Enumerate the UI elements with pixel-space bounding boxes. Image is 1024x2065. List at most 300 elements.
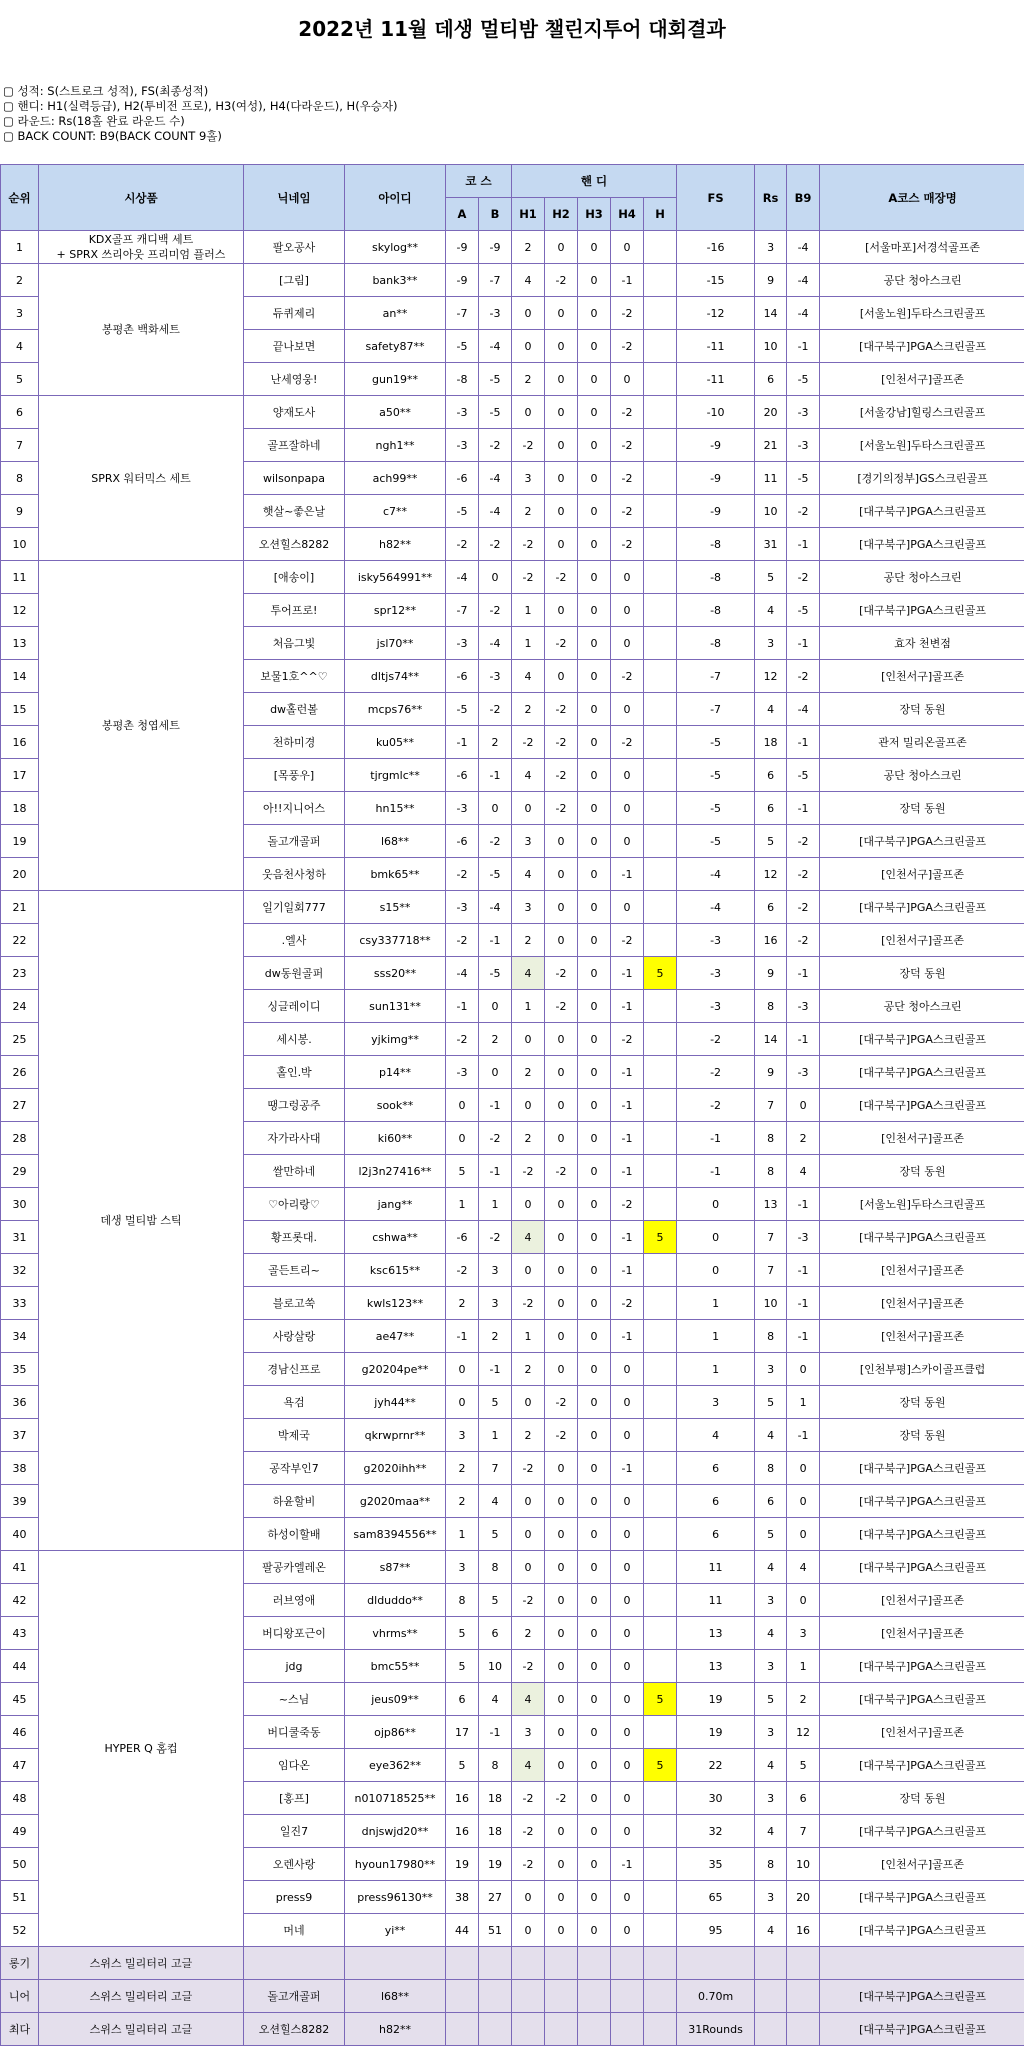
table-row (1, 231, 1024, 264)
rank-cell: 39 (1, 1485, 39, 1518)
user-id-cell: a50** (345, 396, 446, 429)
fs-cell: -8 (677, 561, 755, 594)
page-title: 2022년 11월 데생 멀티밤 챌린지투어 대회결과 (298, 17, 726, 41)
h1-cell: 2 (512, 231, 545, 264)
h2-cell: 0 (545, 1551, 578, 1584)
store-cell: [서울강남]힐링스크린골프 (820, 396, 1024, 429)
course-a-cell: -2 (446, 858, 479, 891)
rank-cell: 22 (1, 924, 39, 957)
h3-cell: 0 (578, 990, 611, 1023)
prize-cell (39, 396, 244, 561)
course-b-cell: 19 (479, 1848, 512, 1881)
h3-cell: 0 (578, 627, 611, 660)
rs-cell: 7 (755, 1254, 787, 1287)
store-cell: [대구북구]PGA스크린골프 (820, 1881, 1024, 1914)
h-cell (644, 1254, 677, 1287)
award-empty-cell (644, 1947, 677, 1980)
course-b-cell: -1 (479, 759, 512, 792)
course-b-cell: 51 (479, 1914, 512, 1947)
store-cell: [인천부평]스카이골프클럽 (820, 1353, 1024, 1386)
b9-cell: -2 (787, 825, 820, 858)
user-id-cell: spr12** (345, 594, 446, 627)
rs-cell: 3 (755, 1782, 787, 1815)
h4-cell: -2 (611, 429, 644, 462)
fs-cell: -2 (677, 1089, 755, 1122)
rs-cell: 3 (755, 1881, 787, 1914)
h1-cell: 2 (512, 1617, 545, 1650)
rs-cell: 7 (755, 1089, 787, 1122)
h-cell: 5 (644, 1221, 677, 1254)
b9-cell: -3 (787, 1056, 820, 1089)
rank-cell: 18 (1, 792, 39, 825)
rs-cell: 6 (755, 363, 787, 396)
h2-cell: 0 (545, 594, 578, 627)
h4-cell: -2 (611, 495, 644, 528)
award-empty-cell (512, 2013, 545, 2046)
h2-cell: 0 (545, 462, 578, 495)
h1-cell: 0 (512, 792, 545, 825)
course-a-cell: 3 (446, 1419, 479, 1452)
h4-cell: 0 (611, 363, 644, 396)
fs-cell: 13 (677, 1617, 755, 1650)
prize-cell (39, 561, 244, 891)
h-cell (644, 1056, 677, 1089)
h-cell (644, 1023, 677, 1056)
h-cell (644, 1188, 677, 1221)
h1-cell: 4 (512, 1749, 545, 1782)
course-a-cell: -9 (446, 264, 479, 297)
rank-cell: 41 (1, 1551, 39, 1584)
nickname-cell: 난세영웅! (244, 363, 345, 396)
store-cell: 장덕 동원 (820, 693, 1024, 726)
h2-cell: 0 (545, 1815, 578, 1848)
course-a-cell: -3 (446, 396, 479, 429)
store-cell: [대구북구]PGA스크린골프 (820, 1815, 1024, 1848)
course-b-cell: 0 (479, 792, 512, 825)
h-cell (644, 1518, 677, 1551)
h1-cell: -2 (512, 1815, 545, 1848)
user-id-cell: s87** (345, 1551, 446, 1584)
fs-cell: -5 (677, 825, 755, 858)
b9-cell: -1 (787, 627, 820, 660)
h4-cell: 0 (611, 561, 644, 594)
user-id-cell: yi** (345, 1914, 446, 1947)
h-cell (644, 1881, 677, 1914)
nickname-cell: .엘사 (244, 924, 345, 957)
rank-cell: 16 (1, 726, 39, 759)
award-empty-cell (446, 1947, 479, 1980)
rank-cell: 8 (1, 462, 39, 495)
h4-cell: 0 (611, 1419, 644, 1452)
nickname-cell: 임다온 (244, 1749, 345, 1782)
h4-cell: -1 (611, 1122, 644, 1155)
rank-cell: 6 (1, 396, 39, 429)
nickname-cell: [애송이] (244, 561, 345, 594)
legend-score: ▢ 성적: S(스트로크 성적), FS(최종성적) (3, 84, 209, 98)
store-cell: [대구북구]PGA스크린골프 (820, 1221, 1024, 1254)
h3-cell: 0 (578, 1749, 611, 1782)
rank-cell: 30 (1, 1188, 39, 1221)
course-a-cell: 6 (446, 1683, 479, 1716)
h-cell: 5 (644, 957, 677, 990)
h3-cell: 0 (578, 1155, 611, 1188)
nickname-cell: 버디쿨죽동 (244, 1716, 345, 1749)
h3-cell: 0 (578, 1650, 611, 1683)
user-id-cell: jang** (345, 1188, 446, 1221)
course-b-cell: 0 (479, 561, 512, 594)
course-b-cell: -5 (479, 363, 512, 396)
h-cell (644, 297, 677, 330)
b9-cell: -2 (787, 660, 820, 693)
h2-cell: -2 (545, 1155, 578, 1188)
h3-cell: 0 (578, 1914, 611, 1947)
nickname-cell: 팔오공사 (244, 231, 345, 264)
course-a-cell: -2 (446, 924, 479, 957)
h2-cell: 0 (545, 330, 578, 363)
b9-cell: 16 (787, 1914, 820, 1947)
h-cell (644, 1089, 677, 1122)
course-b-cell: -3 (479, 297, 512, 330)
rank-cell: 25 (1, 1023, 39, 1056)
user-id-cell: s15** (345, 891, 446, 924)
h-cell (644, 924, 677, 957)
b9-cell: 1 (787, 1650, 820, 1683)
h1-cell: 0 (512, 1188, 545, 1221)
award-empty-cell (578, 1980, 611, 2013)
h-cell (644, 561, 677, 594)
b9-cell: 20 (787, 1881, 820, 1914)
rs-cell: 5 (755, 1518, 787, 1551)
nickname-cell: 팔공카엘레온 (244, 1551, 345, 1584)
course-b-cell: 4 (479, 1485, 512, 1518)
nickname-cell: 하윤할비 (244, 1485, 345, 1518)
h3-cell: 0 (578, 759, 611, 792)
h1-cell: 4 (512, 759, 545, 792)
h3-cell: 0 (578, 1617, 611, 1650)
h2-cell: 0 (545, 1914, 578, 1947)
award-value-cell: 31Rounds (677, 2013, 755, 2046)
h4-cell: -1 (611, 1848, 644, 1881)
b9-cell: -5 (787, 363, 820, 396)
rs-cell: 8 (755, 1452, 787, 1485)
h-cell (644, 627, 677, 660)
b9-cell: -1 (787, 1419, 820, 1452)
prize-line: KDX골프 캐디백 세트 (88, 233, 194, 246)
course-b-cell: -1 (479, 1155, 512, 1188)
fs-cell: -4 (677, 891, 755, 924)
header-h2: H2 (545, 198, 578, 231)
h3-cell: 0 (578, 561, 611, 594)
h1-cell: -2 (512, 429, 545, 462)
nickname-cell: 세시봉. (244, 1023, 345, 1056)
user-id-cell: l2j3n27416** (345, 1155, 446, 1188)
fs-cell: 0 (677, 1254, 755, 1287)
h3-cell: 0 (578, 1353, 611, 1386)
h1-cell: 4 (512, 957, 545, 990)
h2-cell: 0 (545, 1452, 578, 1485)
fs-cell: 0 (677, 1188, 755, 1221)
fs-cell: -9 (677, 462, 755, 495)
h-cell (644, 1584, 677, 1617)
h1-cell: 1 (512, 990, 545, 1023)
b9-cell: -2 (787, 858, 820, 891)
course-b-cell: 7 (479, 1452, 512, 1485)
user-id-cell: ksc615** (345, 1254, 446, 1287)
store-cell: [인천서구]골프존 (820, 1320, 1024, 1353)
user-id-cell: press96130** (345, 1881, 446, 1914)
user-id-cell: g20204pe** (345, 1353, 446, 1386)
h-cell (644, 891, 677, 924)
h1-cell: 3 (512, 891, 545, 924)
h1-cell: -2 (512, 561, 545, 594)
store-cell: 장덕 동원 (820, 1782, 1024, 1815)
rank-cell: 26 (1, 1056, 39, 1089)
course-b-cell: -2 (479, 825, 512, 858)
store-cell: [경기의정부]GS스크린골프 (820, 462, 1024, 495)
user-id-cell: ae47** (345, 1320, 446, 1353)
h3-cell: 0 (578, 330, 611, 363)
user-id-cell: bmc55** (345, 1650, 446, 1683)
user-id-cell: dnjswjd20** (345, 1815, 446, 1848)
rs-cell: 6 (755, 759, 787, 792)
h4-cell: 0 (611, 627, 644, 660)
h2-cell: 0 (545, 1584, 578, 1617)
rank-cell: 51 (1, 1881, 39, 1914)
user-id-cell: an** (345, 297, 446, 330)
course-a-cell: -2 (446, 528, 479, 561)
course-a-cell: -1 (446, 1320, 479, 1353)
h-cell (644, 429, 677, 462)
h3-cell: 0 (578, 1584, 611, 1617)
nickname-cell: [목풍우] (244, 759, 345, 792)
h3-cell: 0 (578, 1188, 611, 1221)
h2-cell: 0 (545, 924, 578, 957)
h2-cell: 0 (545, 1254, 578, 1287)
rank-cell: 38 (1, 1452, 39, 1485)
table-header (1, 165, 1024, 231)
h2-cell: 0 (545, 297, 578, 330)
course-b-cell: -2 (479, 594, 512, 627)
course-b-cell: -7 (479, 264, 512, 297)
h4-cell: 0 (611, 693, 644, 726)
h4-cell: -2 (611, 1188, 644, 1221)
store-cell: 장덕 동원 (820, 1386, 1024, 1419)
rs-cell: 4 (755, 1617, 787, 1650)
nickname-cell: 경남신프로 (244, 1353, 345, 1386)
nickname-cell: ♡아리랑♡ (244, 1188, 345, 1221)
user-id-cell: eye362** (345, 1749, 446, 1782)
h2-cell: -2 (545, 627, 578, 660)
user-id-cell: ku05** (345, 726, 446, 759)
h-cell (644, 726, 677, 759)
h1-cell: 4 (512, 660, 545, 693)
nickname-cell: 처음그빛 (244, 627, 345, 660)
h3-cell: 0 (578, 825, 611, 858)
user-id-cell: g2020ihh** (345, 1452, 446, 1485)
store-cell: [서울마포]서경석골프존 (820, 231, 1024, 264)
nickname-cell: 천하미경 (244, 726, 345, 759)
nickname-cell: 싱글레이디 (244, 990, 345, 1023)
rank-cell: 29 (1, 1155, 39, 1188)
h-cell (644, 1320, 677, 1353)
store-cell: [대구북구]PGA스크린골프 (820, 1089, 1024, 1122)
course-a-cell: -7 (446, 594, 479, 627)
b9-cell: -1 (787, 792, 820, 825)
rs-cell: 7 (755, 1221, 787, 1254)
rs-cell: 8 (755, 1122, 787, 1155)
award-nickname-cell (244, 1947, 345, 1980)
award-value-cell (677, 1947, 755, 1980)
rank-cell: 10 (1, 528, 39, 561)
h1-cell: 2 (512, 363, 545, 396)
prize-cell (39, 231, 244, 264)
store-cell: 장덕 동원 (820, 1155, 1024, 1188)
award-empty-cell (644, 1980, 677, 2013)
rs-cell: 31 (755, 528, 787, 561)
store-cell: [서울노원]두타스크린골프 (820, 429, 1024, 462)
rank-cell: 49 (1, 1815, 39, 1848)
user-id-cell: p14** (345, 1056, 446, 1089)
course-a-cell: -3 (446, 429, 479, 462)
course-a-cell: -6 (446, 1221, 479, 1254)
award-empty-cell (755, 2013, 787, 2046)
h4-cell: -2 (611, 462, 644, 495)
nickname-cell: 웃음천사청하 (244, 858, 345, 891)
nickname-cell: 끝나보면 (244, 330, 345, 363)
award-user-id-cell (345, 1947, 446, 1980)
b9-cell: -5 (787, 462, 820, 495)
b9-cell: -2 (787, 924, 820, 957)
store-cell: [대구북구]PGA스크린골프 (820, 1023, 1024, 1056)
nickname-cell: 하성이할배 (244, 1518, 345, 1551)
h1-cell: 3 (512, 1716, 545, 1749)
h1-cell: 4 (512, 264, 545, 297)
h3-cell: 0 (578, 1089, 611, 1122)
fs-cell: -8 (677, 627, 755, 660)
user-id-cell: vhrms** (345, 1617, 446, 1650)
award-label-cell: 최다 (1, 2013, 39, 2046)
prize-cell (39, 1551, 244, 1947)
prize-line: 봉평촌 청엽세트 (102, 719, 180, 732)
h3-cell: 0 (578, 891, 611, 924)
award-nickname-cell: 돌고개골퍼 (244, 1980, 345, 2013)
course-a-cell: -2 (446, 1254, 479, 1287)
h4-cell: 0 (611, 1386, 644, 1419)
h2-cell: 0 (545, 1617, 578, 1650)
rs-cell: 4 (755, 1815, 787, 1848)
h3-cell: 0 (578, 1683, 611, 1716)
store-cell: 관저 밀리온골프존 (820, 726, 1024, 759)
prize-line: SPRX 워터믹스 세트 (91, 471, 191, 485)
user-id-cell: ki60** (345, 1122, 446, 1155)
h4-cell: -2 (611, 660, 644, 693)
h1-cell: -2 (512, 528, 545, 561)
h1-cell: 1 (512, 594, 545, 627)
course-a-cell: -6 (446, 462, 479, 495)
h3-cell: 0 (578, 429, 611, 462)
course-a-cell: -8 (446, 363, 479, 396)
h1-cell: 2 (512, 1419, 545, 1452)
h2-cell: 0 (545, 1089, 578, 1122)
rs-cell: 3 (755, 1353, 787, 1386)
rs-cell: 6 (755, 792, 787, 825)
course-b-cell: -5 (479, 396, 512, 429)
user-id-cell: cshwa** (345, 1221, 446, 1254)
rank-cell: 4 (1, 330, 39, 363)
h4-cell: 0 (611, 792, 644, 825)
course-a-cell: -6 (446, 825, 479, 858)
award-empty-cell (787, 1947, 820, 1980)
legend (3, 84, 398, 144)
course-b-cell: 2 (479, 1320, 512, 1353)
rank-cell: 43 (1, 1617, 39, 1650)
h-cell (644, 1716, 677, 1749)
fs-cell: 1 (677, 1353, 755, 1386)
nickname-cell: dw동원골퍼 (244, 957, 345, 990)
h-cell (644, 693, 677, 726)
course-a-cell: -1 (446, 726, 479, 759)
h-cell (644, 792, 677, 825)
fs-cell: -1 (677, 1155, 755, 1188)
h1-cell: 0 (512, 297, 545, 330)
award-empty-cell (545, 2013, 578, 2046)
rank-cell: 34 (1, 1320, 39, 1353)
rs-cell: 6 (755, 891, 787, 924)
rank-cell: 28 (1, 1122, 39, 1155)
course-a-cell: 16 (446, 1815, 479, 1848)
h1-cell: 0 (512, 1914, 545, 1947)
user-id-cell: ach99** (345, 462, 446, 495)
b9-cell: -4 (787, 693, 820, 726)
h1-cell: -2 (512, 1287, 545, 1320)
rs-cell: 5 (755, 1386, 787, 1419)
course-a-cell: -9 (446, 231, 479, 264)
store-cell: [대구북구]PGA스크린골프 (820, 891, 1024, 924)
nickname-cell: 골든트리~ (244, 1254, 345, 1287)
nickname-cell: 박제국 (244, 1419, 345, 1452)
h1-cell: 2 (512, 1353, 545, 1386)
results-table (0, 164, 1024, 2046)
h3-cell: 0 (578, 792, 611, 825)
user-id-cell: tjrgmlc** (345, 759, 446, 792)
h3-cell: 0 (578, 1452, 611, 1485)
prize-cell (39, 264, 244, 396)
b9-cell: -1 (787, 1023, 820, 1056)
h1-cell: 4 (512, 858, 545, 891)
award-value-cell: 0.70m (677, 1980, 755, 2013)
h2-cell: 0 (545, 1221, 578, 1254)
h3-cell: 0 (578, 528, 611, 561)
user-id-cell: c7** (345, 495, 446, 528)
b9-cell: 6 (787, 1782, 820, 1815)
header-b9: B9 (787, 165, 820, 231)
store-cell: [인천서구]골프존 (820, 1716, 1024, 1749)
b9-cell: -2 (787, 495, 820, 528)
rs-cell: 9 (755, 957, 787, 990)
rank-cell: 13 (1, 627, 39, 660)
nickname-cell: ~스님 (244, 1683, 345, 1716)
rs-cell: 20 (755, 396, 787, 429)
h4-cell: -1 (611, 1155, 644, 1188)
h-cell (644, 528, 677, 561)
rank-cell: 48 (1, 1782, 39, 1815)
h1-cell: -2 (512, 1650, 545, 1683)
course-a-cell: 2 (446, 1452, 479, 1485)
fs-cell: -12 (677, 297, 755, 330)
h3-cell: 0 (578, 1320, 611, 1353)
award-store-cell: [대구북구]PGA스크린골프 (820, 1980, 1024, 2013)
h1-cell: 0 (512, 1023, 545, 1056)
